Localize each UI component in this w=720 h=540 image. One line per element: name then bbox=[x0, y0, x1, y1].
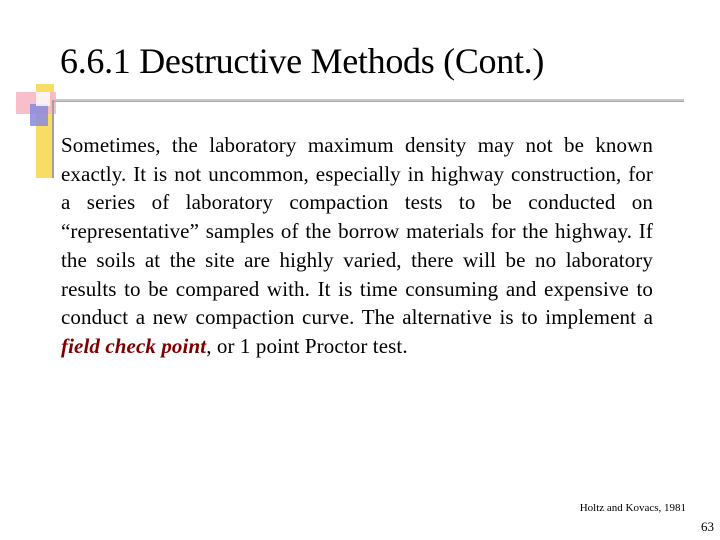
citation: Holtz and Kovacs, 1981 bbox=[579, 502, 686, 514]
body-text-end: , or 1 point Proctor test. bbox=[206, 333, 408, 358]
decoration-white-square bbox=[36, 92, 50, 106]
decoration-blue-square bbox=[30, 104, 48, 126]
title-underline-rule-dark bbox=[54, 101, 684, 102]
body-text-main: Sometimes, the laboratory maximum density may not be known exactly. It is not uncommon, especially in highway construction, for a series of laboratory compaction tests to be conducted on “representative” samples of the borrow materials for the highway. If the soils at the site are highly varied, there will be no laboratory results to be compared with. It is time consuming and expensive to conduct a new compaction curve. The alternative is to implement a bbox=[61, 133, 653, 330]
decoration-vertical-line bbox=[52, 100, 54, 178]
body-emphasis: field check point bbox=[61, 333, 207, 358]
slide-title: 6.6.1 Destructive Methods (Cont.) bbox=[60, 41, 545, 81]
body-paragraph bbox=[61, 131, 653, 361]
page-number: 63 bbox=[701, 519, 714, 534]
